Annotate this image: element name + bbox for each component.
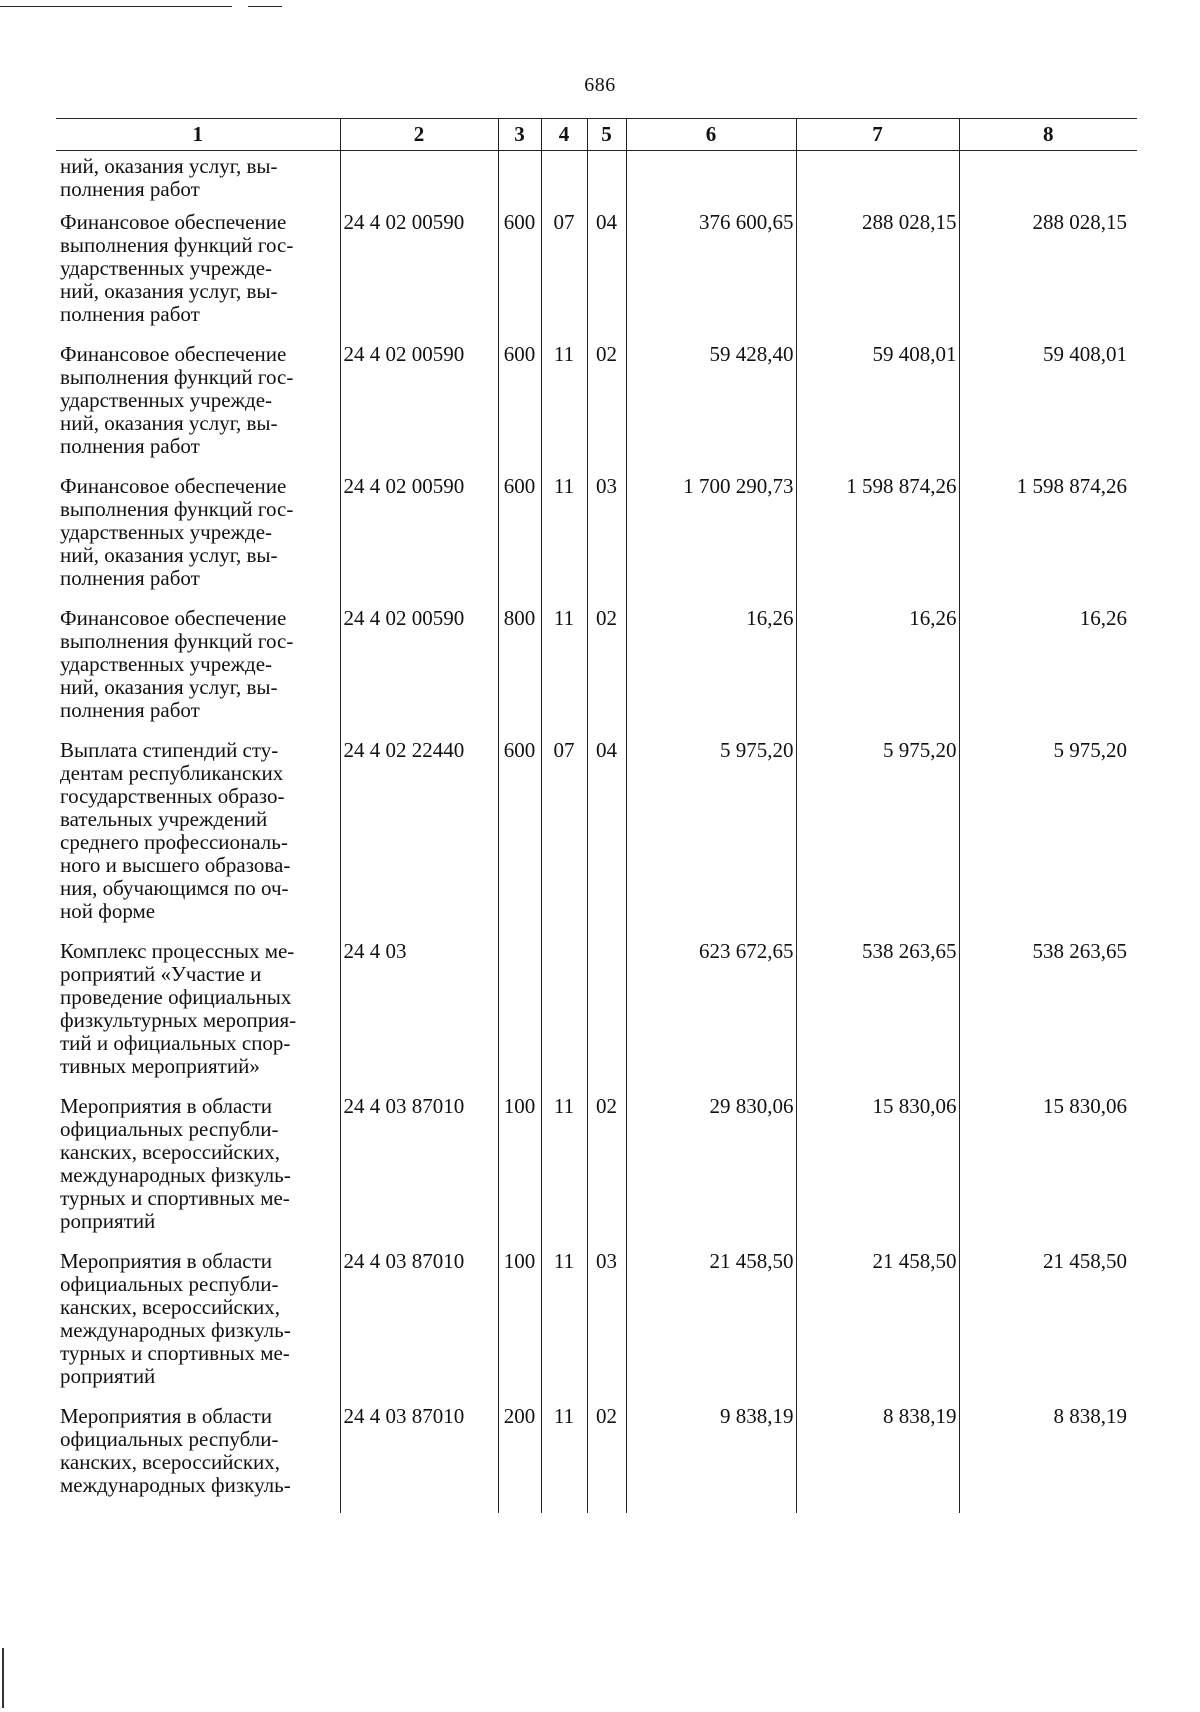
subsection-cell: 04 <box>587 209 626 341</box>
section-cell: 11 <box>541 1093 587 1248</box>
column-header-4: 4 <box>541 119 587 151</box>
item-name-line: канских, всероссийских, <box>60 1450 281 1474</box>
amount-col8-cell: 1 598 874,26 <box>959 473 1137 605</box>
item-name-line: тий и официальных спор- <box>60 1031 291 1055</box>
subsection-cell: 02 <box>587 1093 626 1248</box>
item-name-line: международных физкуль- <box>60 1163 291 1187</box>
top-rule <box>0 6 232 7</box>
amount-col6-cell: 59 428,40 <box>626 341 796 473</box>
amount-col8-cell: 288 028,15 <box>959 209 1137 341</box>
amount-col7-cell: 16,26 <box>796 605 959 737</box>
budget-code-cell: 24 4 02 00590 <box>340 605 498 737</box>
item-name-line: Финансовое обеспечение <box>60 342 287 366</box>
item-name-line: дентам республиканских <box>60 761 284 785</box>
amount-col7-cell <box>796 151 959 210</box>
table-row <box>56 473 1137 605</box>
table-row <box>56 1248 1137 1403</box>
item-name-line: Мероприятия в области <box>60 1404 273 1428</box>
subsection-cell <box>587 938 626 1093</box>
item-name-line: выполнения функций гос- <box>60 365 294 389</box>
item-name-line: Мероприятия в области <box>60 1094 273 1118</box>
section-cell <box>541 151 587 210</box>
item-name-cell <box>56 473 340 605</box>
amount-col7-cell: 538 263,65 <box>796 938 959 1093</box>
amount-col8-cell: 59 408,01 <box>959 341 1137 473</box>
amount-col7-cell: 288 028,15 <box>796 209 959 341</box>
amount-col7-cell: 8 838,19 <box>796 1403 959 1513</box>
item-name-line: Финансовое обеспечение <box>60 474 287 498</box>
item-name-line: Комплекс процессных ме- <box>60 939 295 963</box>
scan-edge-mark <box>2 1648 4 1708</box>
item-name-line: полнения работ <box>60 566 200 590</box>
column-header-7: 7 <box>796 119 959 151</box>
budget-code-cell: 24 4 02 22440 <box>340 737 498 938</box>
item-name-line: международных физкуль- <box>60 1473 291 1497</box>
item-name-line: канских, всероссийских, <box>60 1295 281 1319</box>
budget-code-cell <box>340 151 498 210</box>
amount-col6-cell: 29 830,06 <box>626 1093 796 1248</box>
top-rule-fragment <box>248 6 282 7</box>
subsection-cell: 03 <box>587 473 626 605</box>
table-row <box>56 1093 1137 1248</box>
item-name-cell <box>56 1403 340 1513</box>
budget-code-cell: 24 4 02 00590 <box>340 341 498 473</box>
item-name-line: международных физкуль- <box>60 1318 291 1342</box>
section-cell <box>541 938 587 1093</box>
section-cell: 07 <box>541 209 587 341</box>
item-name-line: проведение официальных <box>60 985 292 1009</box>
subsection-cell: 02 <box>587 605 626 737</box>
amount-col8-cell: 16,26 <box>959 605 1137 737</box>
item-name-line: официальных республи- <box>60 1272 279 1296</box>
amount-col8-cell <box>959 151 1137 210</box>
item-name-cell <box>56 1093 340 1248</box>
item-name-line: Финансовое обеспечение <box>60 606 287 630</box>
item-name-line: ударственных учрежде- <box>60 652 273 676</box>
section-cell: 11 <box>541 1248 587 1403</box>
item-name-cell <box>56 737 340 938</box>
table-header-row <box>56 119 1137 151</box>
amount-col6-cell: 623 672,65 <box>626 938 796 1093</box>
item-name-cell <box>56 151 340 210</box>
amount-col8-cell: 21 458,50 <box>959 1248 1137 1403</box>
item-name-line: турных и спортивных ме- <box>60 1341 290 1365</box>
budget-code-cell: 24 4 03 87010 <box>340 1248 498 1403</box>
page-number: 686 <box>584 74 616 96</box>
expense-type-cell: 800 <box>498 605 541 737</box>
amount-col6-cell: 16,26 <box>626 605 796 737</box>
item-name-line: ний, оказания услуг, вы- <box>60 154 278 178</box>
table-row <box>56 151 1137 210</box>
item-name-line: выполнения функций гос- <box>60 233 294 257</box>
item-name-line: роприятий <box>60 1364 156 1388</box>
amount-col6-cell: 5 975,20 <box>626 737 796 938</box>
table-row <box>56 737 1137 938</box>
budget-code-cell: 24 4 02 00590 <box>340 209 498 341</box>
item-name-line: ной форме <box>60 899 156 923</box>
column-header-1: 1 <box>56 119 340 151</box>
item-name-line: Финансовое обеспечение <box>60 210 287 234</box>
item-name-line: физкультурных мероприя- <box>60 1008 297 1032</box>
item-name-line: вательных учреждений <box>60 807 268 831</box>
section-cell: 11 <box>541 341 587 473</box>
expense-type-cell: 600 <box>498 737 541 938</box>
column-header-5: 5 <box>587 119 626 151</box>
item-name-line: выполнения функций гос- <box>60 629 294 653</box>
table-row <box>56 938 1137 1093</box>
item-name-line: роприятий «Участие и <box>60 962 262 986</box>
item-name-line: официальных республи- <box>60 1117 279 1141</box>
budget-code-cell: 24 4 03 <box>340 938 498 1093</box>
budget-code-cell: 24 4 03 87010 <box>340 1403 498 1513</box>
expense-type-cell: 600 <box>498 341 541 473</box>
item-name-line: канских, всероссийских, <box>60 1140 281 1164</box>
column-header-6: 6 <box>626 119 796 151</box>
amount-col7-cell: 59 408,01 <box>796 341 959 473</box>
amount-col7-cell: 1 598 874,26 <box>796 473 959 605</box>
amount-col7-cell: 21 458,50 <box>796 1248 959 1403</box>
budget-code-cell: 24 4 02 00590 <box>340 473 498 605</box>
item-name-line: ударственных учрежде- <box>60 520 273 544</box>
item-name-cell <box>56 1248 340 1403</box>
item-name-cell <box>56 605 340 737</box>
item-name-line: полнения работ <box>60 302 200 326</box>
item-name-cell <box>56 341 340 473</box>
section-cell: 11 <box>541 473 587 605</box>
section-cell: 07 <box>541 737 587 938</box>
item-name-cell <box>56 938 340 1093</box>
table-row <box>56 1403 1137 1513</box>
item-name-line: Мероприятия в области <box>60 1249 273 1273</box>
column-header-8: 8 <box>959 119 1137 151</box>
expense-type-cell <box>498 938 541 1093</box>
section-cell: 11 <box>541 605 587 737</box>
column-header-2: 2 <box>340 119 498 151</box>
amount-col8-cell: 8 838,19 <box>959 1403 1137 1513</box>
amount-col6-cell <box>626 151 796 210</box>
item-name-line: роприятий <box>60 1209 156 1233</box>
expense-type-cell <box>498 151 541 210</box>
expense-type-cell: 100 <box>498 1248 541 1403</box>
item-name-line: ударственных учрежде- <box>60 256 273 280</box>
budget-table <box>56 118 1137 1513</box>
item-name-line: ного и высшего образова- <box>60 853 291 877</box>
expense-type-cell: 600 <box>498 473 541 605</box>
amount-col7-cell: 5 975,20 <box>796 737 959 938</box>
subsection-cell: 02 <box>587 1403 626 1513</box>
item-name-cell <box>56 209 340 341</box>
table-row <box>56 605 1137 737</box>
expense-type-cell: 600 <box>498 209 541 341</box>
item-name-line: полнения работ <box>60 177 200 201</box>
amount-col6-cell: 1 700 290,73 <box>626 473 796 605</box>
expense-type-cell: 100 <box>498 1093 541 1248</box>
column-header-3: 3 <box>498 119 541 151</box>
subsection-cell: 03 <box>587 1248 626 1403</box>
expense-type-cell: 200 <box>498 1403 541 1513</box>
item-name-line: среднего профессиональ- <box>60 830 288 854</box>
item-name-line: официальных республи- <box>60 1427 279 1451</box>
amount-col6-cell: 9 838,19 <box>626 1403 796 1513</box>
item-name-line: ударственных учрежде- <box>60 388 273 412</box>
item-name-line: выполнения функций гос- <box>60 497 294 521</box>
item-name-line: ний, оказания услуг, вы- <box>60 675 278 699</box>
amount-col6-cell: 376 600,65 <box>626 209 796 341</box>
item-name-line: ния, обучающимся по оч- <box>60 876 289 900</box>
amount-col7-cell: 15 830,06 <box>796 1093 959 1248</box>
item-name-line: ний, оказания услуг, вы- <box>60 411 278 435</box>
item-name-line: турных и спортивных ме- <box>60 1186 290 1210</box>
item-name-line: полнения работ <box>60 698 200 722</box>
item-name-line: ний, оказания услуг, вы- <box>60 279 278 303</box>
amount-col8-cell: 15 830,06 <box>959 1093 1137 1248</box>
section-cell: 11 <box>541 1403 587 1513</box>
subsection-cell: 02 <box>587 341 626 473</box>
table-body <box>56 151 1137 1514</box>
amount-col8-cell: 538 263,65 <box>959 938 1137 1093</box>
item-name-line: государственных образо- <box>60 784 285 808</box>
item-name-line: ний, оказания услуг, вы- <box>60 543 278 567</box>
subsection-cell <box>587 151 626 210</box>
budget-code-cell: 24 4 03 87010 <box>340 1093 498 1248</box>
item-name-line: Выплата стипендий сту- <box>60 738 279 762</box>
subsection-cell: 04 <box>587 737 626 938</box>
table-row <box>56 209 1137 341</box>
amount-col6-cell: 21 458,50 <box>626 1248 796 1403</box>
amount-col8-cell: 5 975,20 <box>959 737 1137 938</box>
item-name-line: полнения работ <box>60 434 200 458</box>
item-name-line: тивных мероприятий» <box>60 1054 260 1078</box>
table-row <box>56 341 1137 473</box>
